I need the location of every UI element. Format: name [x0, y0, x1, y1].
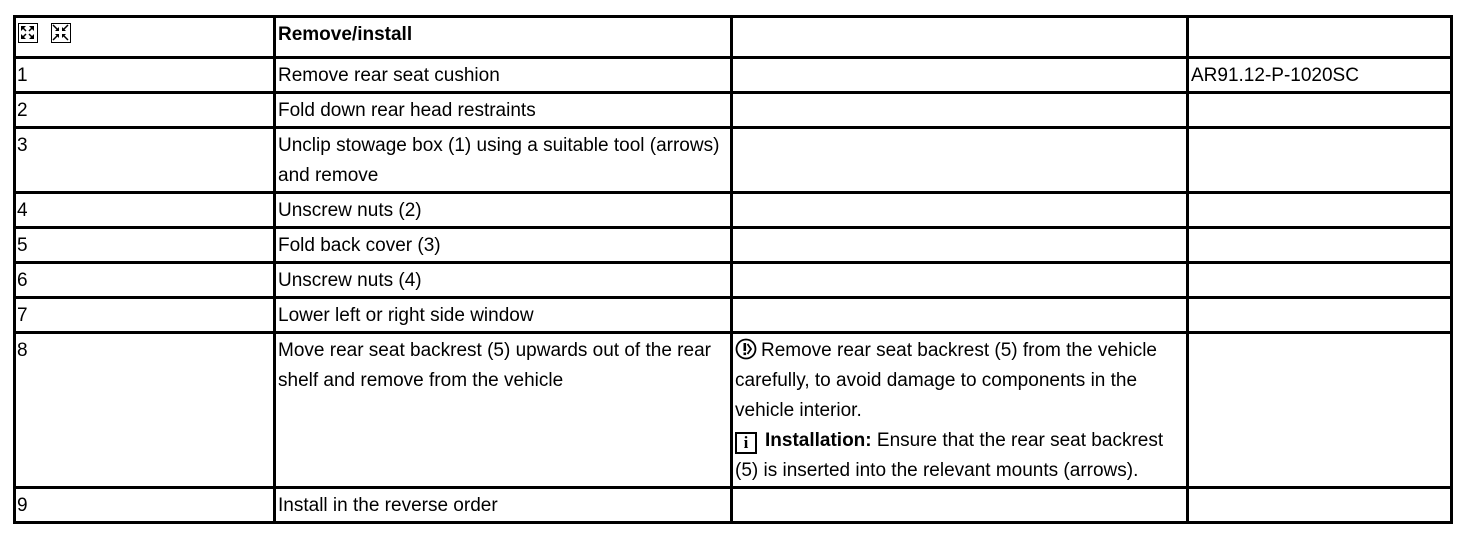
- table-row: [15, 488, 1452, 523]
- step-number: 3: [15, 128, 275, 193]
- step-action: Unclip stowage box (1) using a suitable tool (arrows) and remove: [275, 128, 732, 193]
- caution-text: Remove rear seat backrest (5) from the vehicle carefully, to avoid damage to components in the vehicle interior.: [735, 340, 1157, 421]
- collapse-icon[interactable]: [51, 23, 71, 43]
- step-notes: [732, 333, 1188, 488]
- step-notes: [732, 228, 1188, 263]
- step-reference: [1188, 298, 1452, 333]
- step-notes: [732, 58, 1188, 93]
- step-reference: [1188, 193, 1452, 228]
- table-row: [15, 128, 1452, 193]
- step-reference: [1188, 128, 1452, 193]
- step-reference: [1188, 228, 1452, 263]
- step-number: 5: [15, 228, 275, 263]
- step-action: Remove rear seat cushion: [275, 58, 732, 93]
- info-text: Ensure that the rear seat backrest (5) is inserted into the relevant mounts (arrows).: [735, 430, 1164, 481]
- expand-icon[interactable]: [18, 23, 38, 43]
- step-number: 9: [15, 488, 275, 523]
- header-icons-cell: [15, 17, 275, 58]
- table-row: [15, 228, 1452, 263]
- table-row: [15, 58, 1452, 93]
- table-row: [15, 93, 1452, 128]
- step-number: 2: [15, 93, 275, 128]
- step-reference: [1188, 93, 1452, 128]
- caution-icon: [735, 338, 757, 360]
- header-empty-cell: [732, 17, 1188, 58]
- step-number: 4: [15, 193, 275, 228]
- step-notes: [732, 488, 1188, 523]
- table-row: [15, 193, 1452, 228]
- step-number: 1: [15, 58, 275, 93]
- info-note: [735, 426, 1184, 486]
- table-row: [15, 263, 1452, 298]
- step-reference-link[interactable]: AR91.12-P-1020SC: [1188, 58, 1452, 93]
- info-label: Installation:: [765, 430, 872, 451]
- step-action: Move rear seat backrest (5) upwards out of the rear shelf and remove from the vehicle: [275, 333, 732, 488]
- header-ref-cell: [1188, 17, 1452, 58]
- table-row: [15, 333, 1452, 488]
- step-number: 8: [15, 333, 275, 488]
- step-reference: [1188, 333, 1452, 488]
- step-action: Unscrew nuts (4): [275, 263, 732, 298]
- step-reference: [1188, 263, 1452, 298]
- step-action: Lower left or right side window: [275, 298, 732, 333]
- step-action: Install in the reverse order: [275, 488, 732, 523]
- step-notes: [732, 193, 1188, 228]
- step-number: 6: [15, 263, 275, 298]
- table-row: [15, 298, 1452, 333]
- step-notes: [732, 263, 1188, 298]
- step-notes: [732, 128, 1188, 193]
- procedure-table: [13, 15, 1453, 524]
- header-title: Remove/install: [275, 17, 732, 58]
- table-header-row: [15, 17, 1452, 58]
- info-icon: i: [735, 432, 757, 454]
- caution-note: [735, 336, 1184, 426]
- step-reference: [1188, 488, 1452, 523]
- step-action: Fold down rear head restraints: [275, 93, 732, 128]
- step-notes: [732, 298, 1188, 333]
- step-number: 7: [15, 298, 275, 333]
- step-action: Unscrew nuts (2): [275, 193, 732, 228]
- step-notes: [732, 93, 1188, 128]
- step-action: Fold back cover (3): [275, 228, 732, 263]
